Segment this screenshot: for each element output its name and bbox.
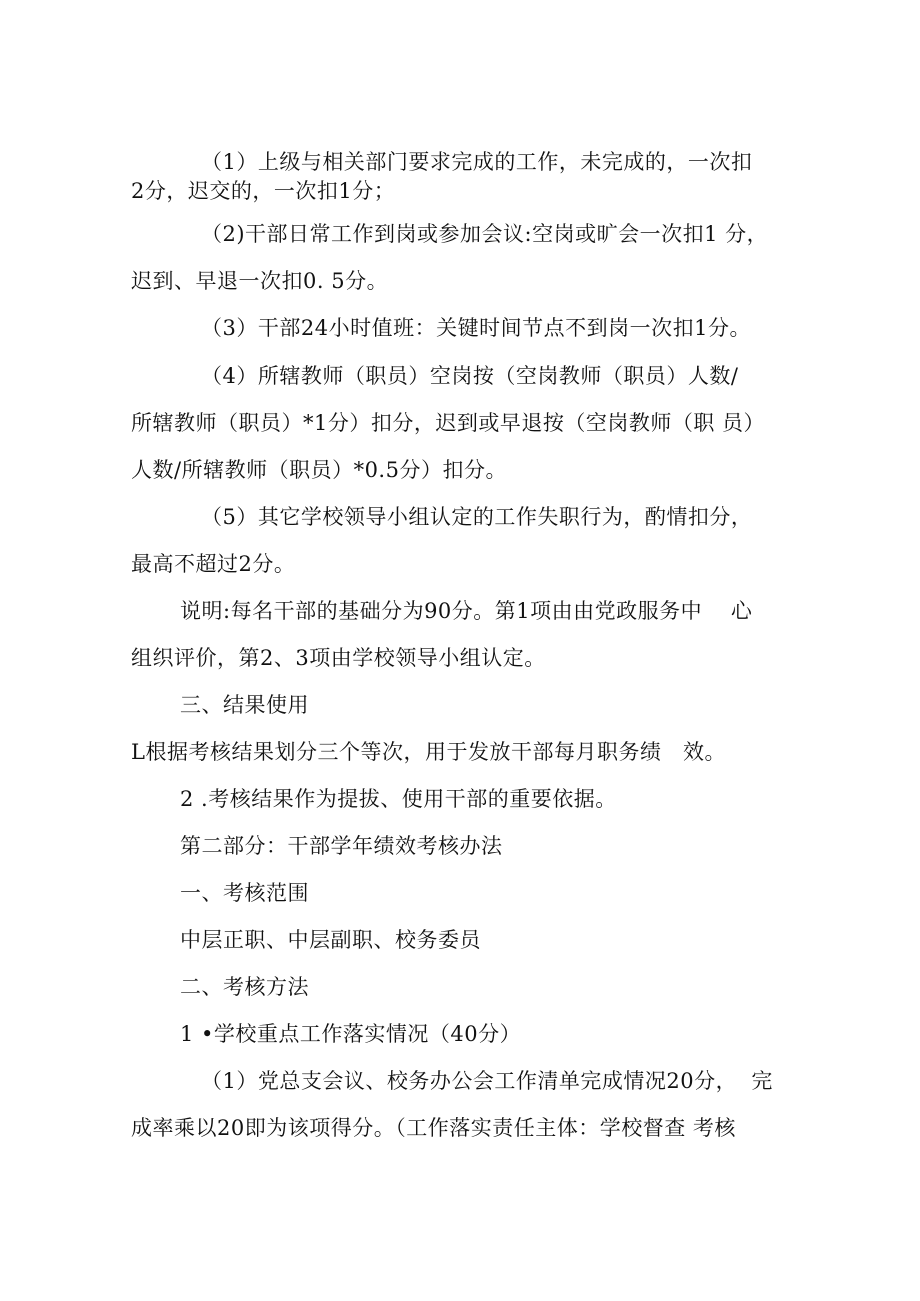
text-line: （2)干部日常工作到岗或参加会议:空岗或旷会一次扣1 分， — [201, 222, 769, 246]
text-line: 说明:每名干部的基础分为90分。第1项由由党政服务中 心 — [180, 599, 753, 623]
text-line: L根据考核结果划分三个等次，用于发放干部每月职务绩 效。 — [131, 740, 726, 764]
text-line: 中层正职、中层副职、校务委员 — [180, 928, 481, 952]
text-line: （1）上级与相关部门要求完成的工作，未完成的，一次扣 — [201, 150, 753, 174]
section-heading: 三、结果使用 — [180, 693, 309, 717]
text-line: 最高不超过2分。 — [131, 552, 296, 576]
text-line: 1 •学校重点工作落实情况（40分） — [180, 1022, 522, 1046]
part-heading: 第二部分：干部学年绩效考核办法 — [180, 834, 503, 858]
text-line: 2分，迟交的，一次扣1分； — [131, 179, 396, 203]
text-line: 成率乘以20即为该项得分。（工作落实责任主体：学校督查 考核 — [131, 1116, 736, 1140]
text-line: 组织评价，第2、3项由学校领导小组认定。 — [131, 646, 546, 670]
text-line: （3）干部24小时值班：关键时间节点不到岗一次扣1分。 — [201, 316, 751, 340]
text-line: （1）党总支会议、校务办公会工作清单完成情况20分， 完 — [201, 1069, 773, 1093]
text-line: （4）所辖教师（职员）空岗按（空岗教师（职员）人数/ — [201, 364, 739, 388]
text-line: 所辖教师（职员）*1分）扣分，迟到或早退按（空岗教师（职 员） — [131, 411, 766, 435]
text-line: 2 .考核结果作为提拔、使用干部的重要依据。 — [180, 787, 617, 811]
section-heading: 一、考核范围 — [180, 881, 309, 905]
text-line: 人数/所辖教师（职员）*0.5分）扣分。 — [131, 458, 507, 482]
section-heading: 二、考核方法 — [180, 975, 309, 999]
text-line: 迟到、早退一次扣0. 5分。 — [131, 269, 389, 293]
text-line: （5）其它学校领导小组认定的工作失职行为，酌情扣分， — [201, 505, 753, 529]
